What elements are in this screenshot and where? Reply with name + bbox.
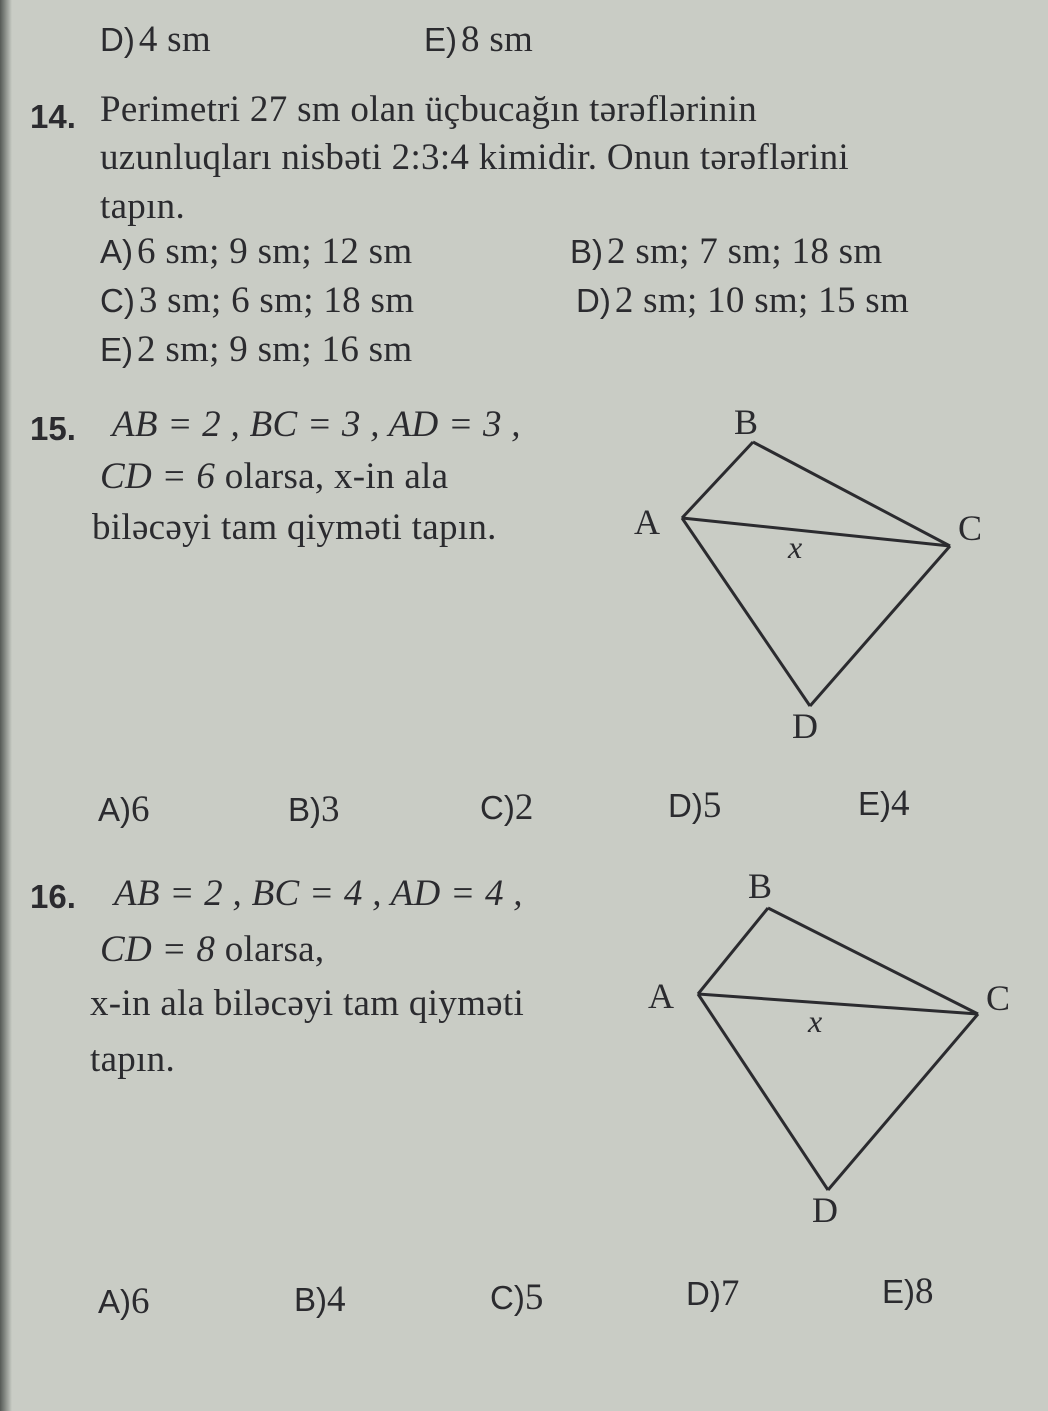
option-text: 4 <box>891 783 910 824</box>
vertex-a-label: A <box>648 976 674 1016</box>
option-text: 6 <box>131 789 150 830</box>
q15-option-b <box>288 788 340 831</box>
option-letter: A) <box>98 791 131 828</box>
segment-cd <box>828 1014 978 1190</box>
prev-option-e <box>424 18 533 61</box>
q15-given: AB = 2 , BC = 3 , AD = 3 , <box>112 404 521 445</box>
q14-line-3: tapın. <box>100 186 186 227</box>
q16-number: 16. <box>30 878 76 915</box>
option-text: 8 <box>915 1271 934 1312</box>
option-letter: A) <box>98 1283 131 1320</box>
option-text: 8 sm <box>461 19 534 60</box>
option-letter: B) <box>570 233 603 270</box>
q15-option-e <box>858 782 910 825</box>
x-label: x <box>808 1003 823 1039</box>
vertex-d-label: D <box>812 1190 838 1230</box>
segment-cd <box>810 546 950 706</box>
vertex-c-label: C <box>958 508 983 548</box>
segment-bc <box>768 908 978 1014</box>
q16-line-3: x-in ala biləcəyi tam qiyməti <box>90 983 525 1024</box>
q16-option-a <box>98 1280 150 1323</box>
q16-quadrilateral-diagram <box>640 864 1030 1234</box>
option-letter: D) <box>668 787 703 824</box>
option-text: 5 <box>524 1277 544 1318</box>
q15-option-d <box>668 784 722 827</box>
q15-option-c <box>480 786 534 829</box>
q14-option-d <box>576 279 909 322</box>
x-label: x <box>788 529 803 565</box>
option-text: 6 <box>131 1281 150 1322</box>
option-text: 6 sm; 9 sm; 12 sm <box>137 231 413 272</box>
segment-ac <box>682 518 950 546</box>
option-letter: E) <box>882 1273 915 1310</box>
vertex-a-label: A <box>634 502 660 542</box>
q16-option-b <box>294 1278 346 1321</box>
segment-ac <box>698 994 978 1014</box>
option-letter: C) <box>480 789 515 826</box>
q15-line-2-rest: olarsa, x-in ala <box>215 456 449 497</box>
q15-cd-value: CD = 6 <box>100 456 216 497</box>
q14-line-2: uzunluqları nisbəti 2:3:4 kimidir. Onun tərəflərini <box>100 137 849 178</box>
option-text: 2 sm; 9 sm; 16 sm <box>137 329 413 370</box>
q15-line-3: biləcəyi tam qiyməti tapın. <box>92 507 497 548</box>
option-letter: E) <box>424 21 457 58</box>
q14-line-1: Perimetri 27 sm olan üçbucağın tərəflərinin <box>100 89 758 130</box>
q16-cd-value: CD = 8 <box>100 929 216 970</box>
option-letter: D) <box>100 21 135 58</box>
q16-line-2-rest: olarsa, <box>215 929 325 970</box>
option-text: 3 sm; 6 sm; 18 sm <box>138 280 415 321</box>
q16-given: AB = 2 , BC = 4 , AD = 4 , <box>114 873 523 914</box>
q14-option-e <box>100 328 412 371</box>
option-text: 2 sm; 10 sm; 15 sm <box>614 280 910 321</box>
option-text: 3 <box>321 789 340 830</box>
option-letter: C) <box>100 282 135 319</box>
option-letter: D) <box>686 1275 721 1312</box>
option-letter: C) <box>490 1279 525 1316</box>
q15-option-a <box>98 788 150 831</box>
option-letter: E) <box>100 331 133 368</box>
q16-option-e <box>882 1270 934 1313</box>
option-text: 2 <box>514 787 534 828</box>
option-text: 4 sm <box>138 19 211 60</box>
page-edge <box>0 0 12 1411</box>
q15-number: 15. <box>30 410 76 447</box>
option-letter: A) <box>100 233 133 270</box>
q16-option-c <box>490 1276 544 1319</box>
segment-ab <box>682 442 753 518</box>
q14-option-a <box>100 230 412 273</box>
q16-line-4: tapın. <box>90 1039 176 1080</box>
vertex-b-label: B <box>734 402 759 442</box>
option-letter: B) <box>294 1281 327 1318</box>
prev-option-d <box>100 18 211 61</box>
segment-bc <box>753 442 950 546</box>
option-text: 2 sm; 7 sm; 18 sm <box>607 231 883 272</box>
option-text: 7 <box>720 1273 740 1314</box>
vertex-b-label: B <box>748 866 773 906</box>
q16-option-d <box>686 1272 740 1315</box>
q15-line-2 <box>100 455 448 498</box>
option-text: 4 <box>327 1279 346 1320</box>
q14-number: 14. <box>30 98 76 135</box>
option-text: 5 <box>702 785 722 826</box>
vertex-c-label: C <box>986 978 1011 1018</box>
q14-option-b <box>570 230 882 273</box>
q15-quadrilateral-diagram <box>620 400 1000 750</box>
q16-line-2 <box>100 928 324 971</box>
segment-ab <box>698 908 768 994</box>
q14-option-c <box>100 279 414 322</box>
option-letter: B) <box>288 791 321 828</box>
option-letter: E) <box>858 785 891 822</box>
option-letter: D) <box>576 282 611 319</box>
vertex-d-label: D <box>792 706 818 746</box>
